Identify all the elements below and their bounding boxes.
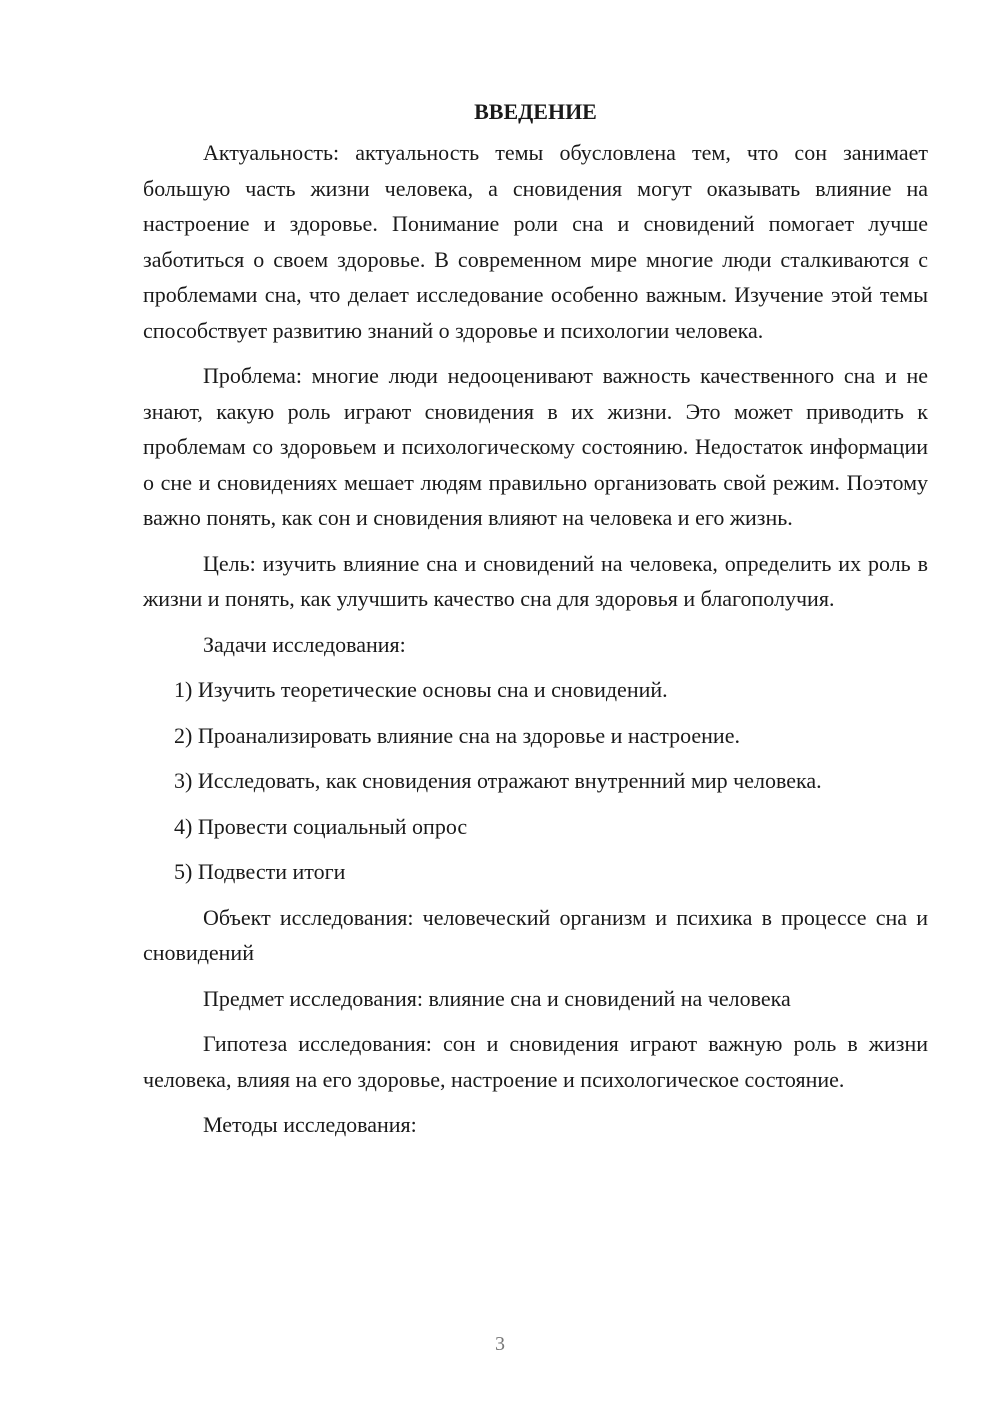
task-item: 4) Провести социальный опрос <box>174 813 468 839</box>
task-item: 1) Изучить теоретические основы сна и сновидений. <box>174 677 668 702</box>
problem-paragraph: Проблема: многие люди недооценивают важность качественного сна и не знают, какую роль играют сновидения в их жизни. Это может приводить к проблемам со здоровьем и психологическому состоянию. Недостаток информации о сне и сновидениях мешает людям правильно организовать свой режим. Поэтому важно понять, как сон и сновидения влияют на человека и его жизнь. <box>143 363 928 530</box>
task-item: 5) Подвести итоги <box>174 859 346 884</box>
task-item: 3) Исследовать, как сновидения отражают внутренний мир человека. <box>174 768 822 793</box>
object-paragraph: Объект исследования: человеческий организм и психика в процессе сна и сновидений <box>143 904 928 965</box>
tasks-heading: Задачи исследования: <box>203 631 406 657</box>
section-title: ВВЕДЕНИЕ <box>474 99 597 124</box>
page-content <box>143 97 928 1153</box>
goal-paragraph: Цель: изучить влияние сна и сновидений на человека, определить их роль в жизни и понять, как улучшить качество сна для здоровья и благополучия. <box>143 550 928 611</box>
hypothesis-paragraph: Гипотеза исследования: сон и сновидения играют важную роль в жизни человека, влияя на его здоровье, настроение и психологическое состояние. <box>143 1031 928 1092</box>
task-item: 2) Проанализировать влияние сна на здоровье и настроение. <box>174 722 740 748</box>
page-number: 3 <box>495 1333 505 1355</box>
subject-paragraph: Предмет исследования: влияние сна и сновидений на человека <box>203 985 791 1011</box>
methods-heading: Методы исследования: <box>203 1112 417 1137</box>
relevance-paragraph: Актуальность: актуальность темы обусловлена тем, что сон занимает большую часть жизни человека, а сновидения могут оказывать влияние на настроение и здоровье. Понимание роли сна и сновидений помогает лучше заботиться о своем здоровье. В современном мире многие люди сталкиваются с проблемами сна, что делает исследование особенно важным. Изучение этой темы способствует развитию знаний о здоровье и психологии человека. <box>143 140 928 343</box>
